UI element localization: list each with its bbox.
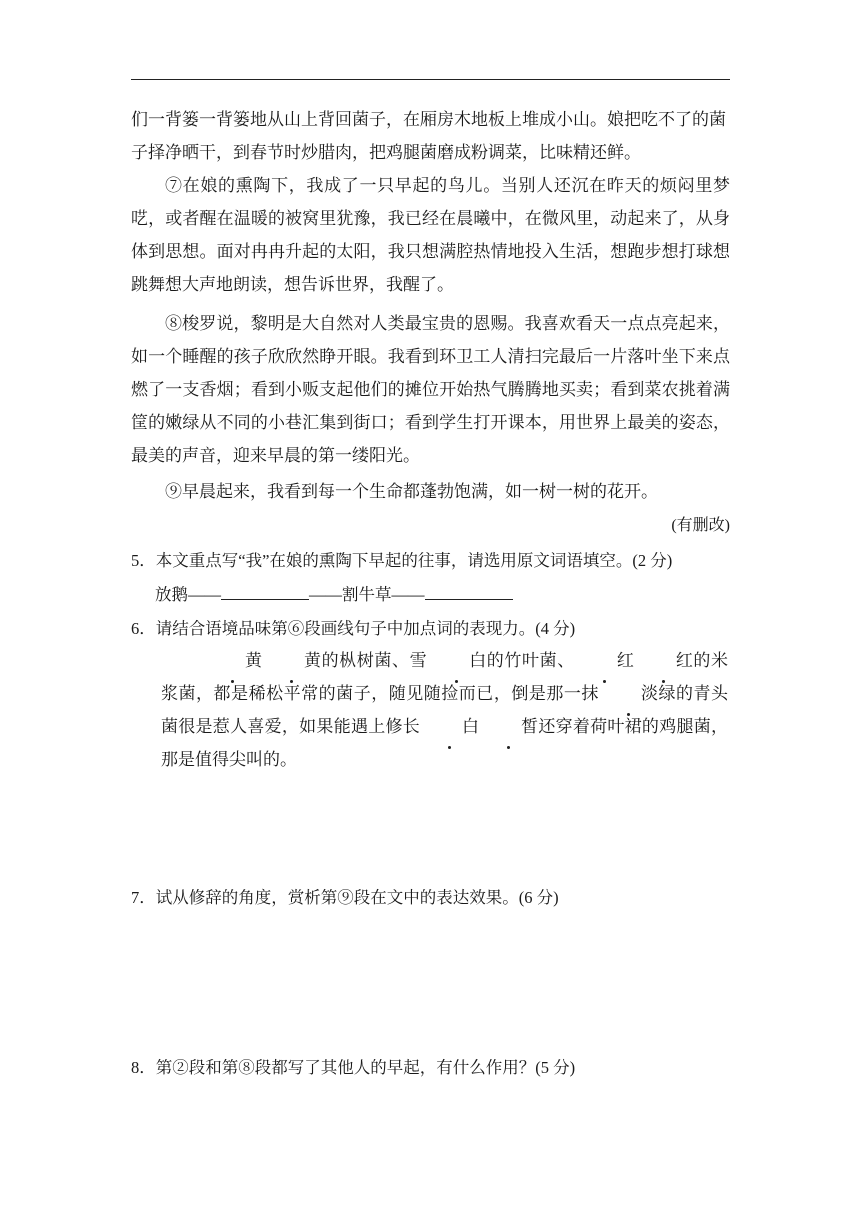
quote-segment: 的枞树菌、雪	[321, 651, 428, 671]
dotted-char: 皙	[479, 711, 538, 744]
quote-segment: 的米浆菌，都是稀松平常的菌子，随见随捡而已，倒是那一抹	[161, 651, 729, 704]
quote-segment: 还穿着荷叶裙的鸡腿菌，那是值得尖叫的。	[161, 717, 729, 770]
question-5: 5．本文重点写“我”在娘的熏陶下早起的往事，请选用原文词语填空。(2 分)	[131, 551, 673, 570]
fill-mid-label: ——割牛草——	[309, 585, 425, 604]
top-rule	[131, 79, 730, 80]
dotted-char: 红	[575, 645, 634, 678]
answer-blank-1[interactable]	[221, 585, 309, 600]
question-6: 6．请结合语境品味第⑥段画线句子中加点词的表现力。(4 分)	[131, 619, 576, 638]
dotted-char: 白	[420, 711, 479, 744]
quote-segment: 的竹叶菌、	[486, 651, 575, 671]
question-7: 7．试从修辞的角度，赏析第⑨段在文中的表达效果。(6 分)	[131, 888, 559, 907]
source-note: (有删改)	[671, 517, 730, 534]
passage-continued-line-1: 们一背篓一背篓地从山上背回菌子，在厢房木地板上堆成小山。娘把吃不了的菌	[131, 110, 726, 130]
question-5-fill-row	[155, 581, 513, 609]
paragraph-7: ⑦在娘的熏陶下，我成了一只早起的鸟儿。当别人还沉在昨天的烦闷里梦呓，或者醒在温暖的被窝里犹豫，我已经在晨曦中，在微风里，动起来了，从身体到思想。面对冉冉升起的太阳，我只想满腔热情地投入生活，想跑步想打球想跳舞想大声地朗读，想告诉世界，我醒了。	[131, 176, 730, 295]
fill-start-label: 放鹅——	[155, 585, 221, 604]
dotted-char: 白	[427, 645, 486, 678]
quote-segment: 绿的青头菌很是惹人喜爱，如果能遇上修长	[161, 684, 729, 737]
dotted-char: 淡	[599, 678, 658, 711]
question-8: 8．第②段和第⑧段都写了其他人的早起，有什么作用？(5 分)	[131, 1058, 576, 1077]
paragraph-8: ⑧梭罗说，黎明是大自然对人类最宝贵的恩赐。我喜欢看天一点点亮起来，如一个睡醒的孩子欣欣然睁开眼。我看到环卫工人清扫完最后一片落叶坐下来点燃了一支香烟；看到小贩支起他们的摊位开始热气腾腾地买卖；看到菜农挑着满筐的嫩绿从不同的小巷汇集到街口；看到学生打开课本，用世界上最美的姿态，最美的声音，迎来早晨的第一缕阳光。	[131, 314, 730, 466]
dotted-char: 红	[634, 645, 693, 678]
passage-continued-line-2: 子择净晒干，到春节时炒腊肉，把鸡腿菌磨成粉调菜，比味精还鲜。	[131, 143, 641, 163]
paragraph-9: ⑨早晨起来，我看到每一个生命都蓬勃饱满，如一树一树的花开。	[165, 482, 658, 502]
dotted-char: 黄	[262, 645, 321, 678]
answer-blank-2[interactable]	[425, 585, 513, 600]
question-6-quoted-passage	[161, 645, 728, 777]
dotted-char: 黄	[203, 645, 262, 678]
